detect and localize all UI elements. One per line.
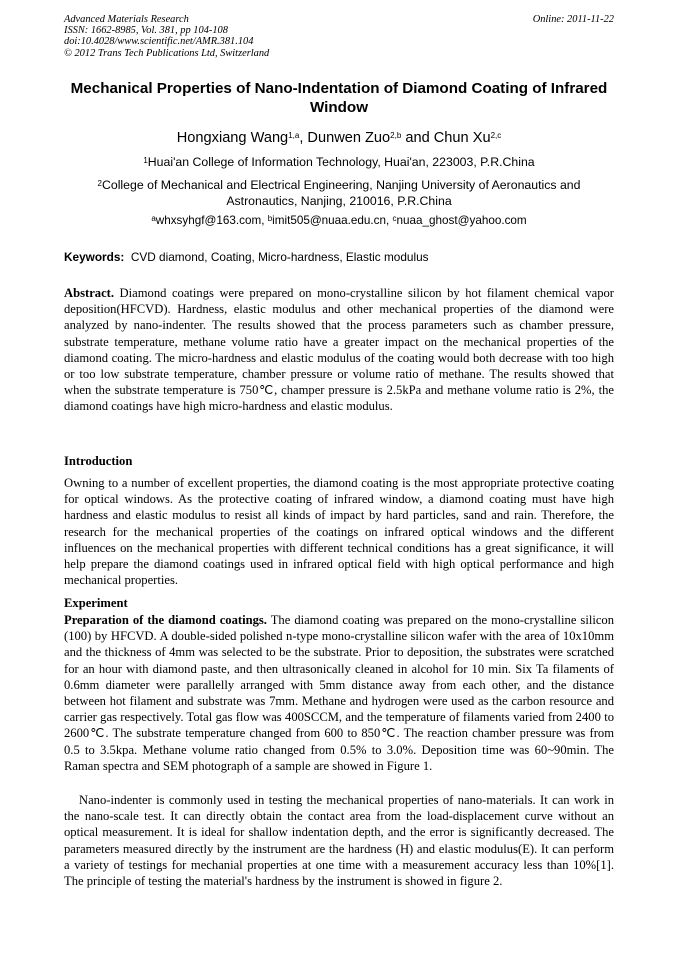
affiliation-1 (64, 155, 614, 171)
subsection-lead: Preparation of the diamond coatings. (64, 613, 267, 627)
author-list (64, 129, 614, 147)
author-emails (64, 213, 614, 228)
affil-text: Huai'an College of Information Technology, Huai'an, 223003, P.R.China (147, 155, 535, 169)
affiliation-2 (64, 178, 614, 209)
abstract-label: Abstract. (64, 286, 115, 300)
email-separator: , (261, 214, 268, 227)
email-link[interactable]: whxsyhgf@163.com (155, 214, 262, 227)
journal-header (64, 14, 614, 59)
journal-issn: ISSN: 1662-8985, Vol. 381, pp 104-108 (64, 25, 228, 37)
email-mark: c (392, 214, 397, 223)
email-separator: , (386, 214, 393, 227)
keywords-text: CVD diamond, Coating, Micro-hardness, Elastic modulus (130, 250, 429, 264)
journal-doi: doi:10.4028/www.scientific.net/AMR.381.104 (64, 36, 254, 48)
author-affil-mark: 2,b (390, 131, 402, 140)
introduction-paragraph: Owning to a number of excellent properties, the diamond coating is the most appropriate protective coating for optical windows. As the protective coating of infrared window, a diamond coating must have high hardness and elastic modulus to resist all kinds of impact by hard particles, sand and rain. Therefore, the research for the mechanical properties of the coatings on infrared optical windows and the different influences on the mechanical properties with different technical conditions has a great significance, it will help prepare the diamond coatings used in infrared optical field with high optical performance and high mechanical properties. (64, 476, 614, 588)
email-mark: b (267, 214, 273, 223)
paper-title: Mechanical Properties of Nano-Indentation of Diamond Coating of Infrared Window (70, 80, 608, 116)
author-name: Dunwen Zuo (307, 130, 391, 146)
keywords-label: Keywords: (64, 250, 125, 264)
author-separator: and (401, 130, 434, 146)
author-name: Hongxiang Wang (176, 130, 289, 146)
author-affil-mark: 1,a (288, 131, 300, 140)
email-mark: a (151, 214, 156, 223)
author-name: Chun Xu (433, 130, 491, 146)
affil-mark: 1 (143, 156, 148, 165)
paragraph-text: The diamond coating was prepared on the mono-crystalline silicon (100) by HFCVD. A double-sided polished n-type mono-crystalline silicon wafer with the area of 10x10mm and the thickness of 4mm was selected to be the substrate. Prior to deposition, the substrates were scratched for an hour with diamond paste, and then ultrasonically cleaned in alcohol for 10 min. Six Ta filaments of 0.6mm diameter were parallelly arranged with 5mm distance away from each other, and the distance between hot filament and substrate was 7mm. Methane and hydrogen were used as the carbon resource and carrier gas respectively. Total gas flow was 400SCCM, and the temperature of filaments varied from 2400 to 2600℃. The substrate temperature changed from 600 to 850℃. The reaction chamber pressure was from 0.5 to 3.5kpa. Methane volume ratio changed from 0.5% to 3.0%. Deposition time was 60~90min. The Raman spectra and SEM photograph of a sample are showed in Figure 1. (64, 613, 615, 773)
affil-mark: 2 (97, 179, 102, 188)
author-separator: , (299, 130, 308, 146)
experiment-paragraph-1 (64, 612, 614, 774)
author-affil-mark: 2,c (490, 131, 502, 140)
affil-text: College of Mechanical and Electrical Engineering, Nanjing University of Aeronautics and Astronautics, Nanjing, 210016, P.R.China (101, 178, 581, 208)
email-link[interactable]: imit505@nuaa.edu.cn (272, 214, 387, 227)
online-date: Online: 2011-11-22 (532, 14, 614, 25)
email-link[interactable]: nuaa_ghost@yahoo.com (396, 214, 527, 227)
keywords (64, 250, 614, 265)
experiment-paragraph-2: Nano-indenter is commonly used in testing the mechanical properties of nano-materials. It can work in the nano-scale test. It can directly obtain the contact area from the load-displacement curve without an optical measurement. It is ideal for shallow indentation depth, and the error is significantly decreased. The parameters measured directly by the instrument are the hardness (H) and elastic modulus(E). It can perform a variety of testings for mechanial properties at one time with a measurement accuracy less than 10%[1]. The principle of testing the material's hardness by the instrument is showed in figure 2. (64, 793, 614, 889)
section-heading-introduction: Introduction (64, 454, 133, 468)
section-heading-experiment: Experiment (64, 596, 128, 610)
abstract-text: Diamond coatings were prepared on mono-crystalline silicon by hot filament chemical vapor deposition(HFCVD). Hardness, elastic modulus and other mechanical properties of the diamond were analyzed by nano-indenter. The results showed that the process parameters such as chamber pressure, substrate temperature, methane volume ratio have a greater impact on the mechanical properties of the diamond coating. The micro-hardness and elastic modulus of the coating would both decrease with too high or too low substrate temperature, chamber pressure or volume ratio of methane. The results showed that when the substrate temperature is 750℃, champer pressure is 2.5kPa and methane volume ratio is 2%, the diamond coatings have high micro-hardness and elastic modulus. (64, 286, 614, 414)
journal-name: Advanced Materials Research (64, 14, 189, 25)
abstract (64, 285, 614, 415)
journal-copyright: © 2012 Trans Tech Publications Ltd, Switzerland (64, 47, 270, 59)
